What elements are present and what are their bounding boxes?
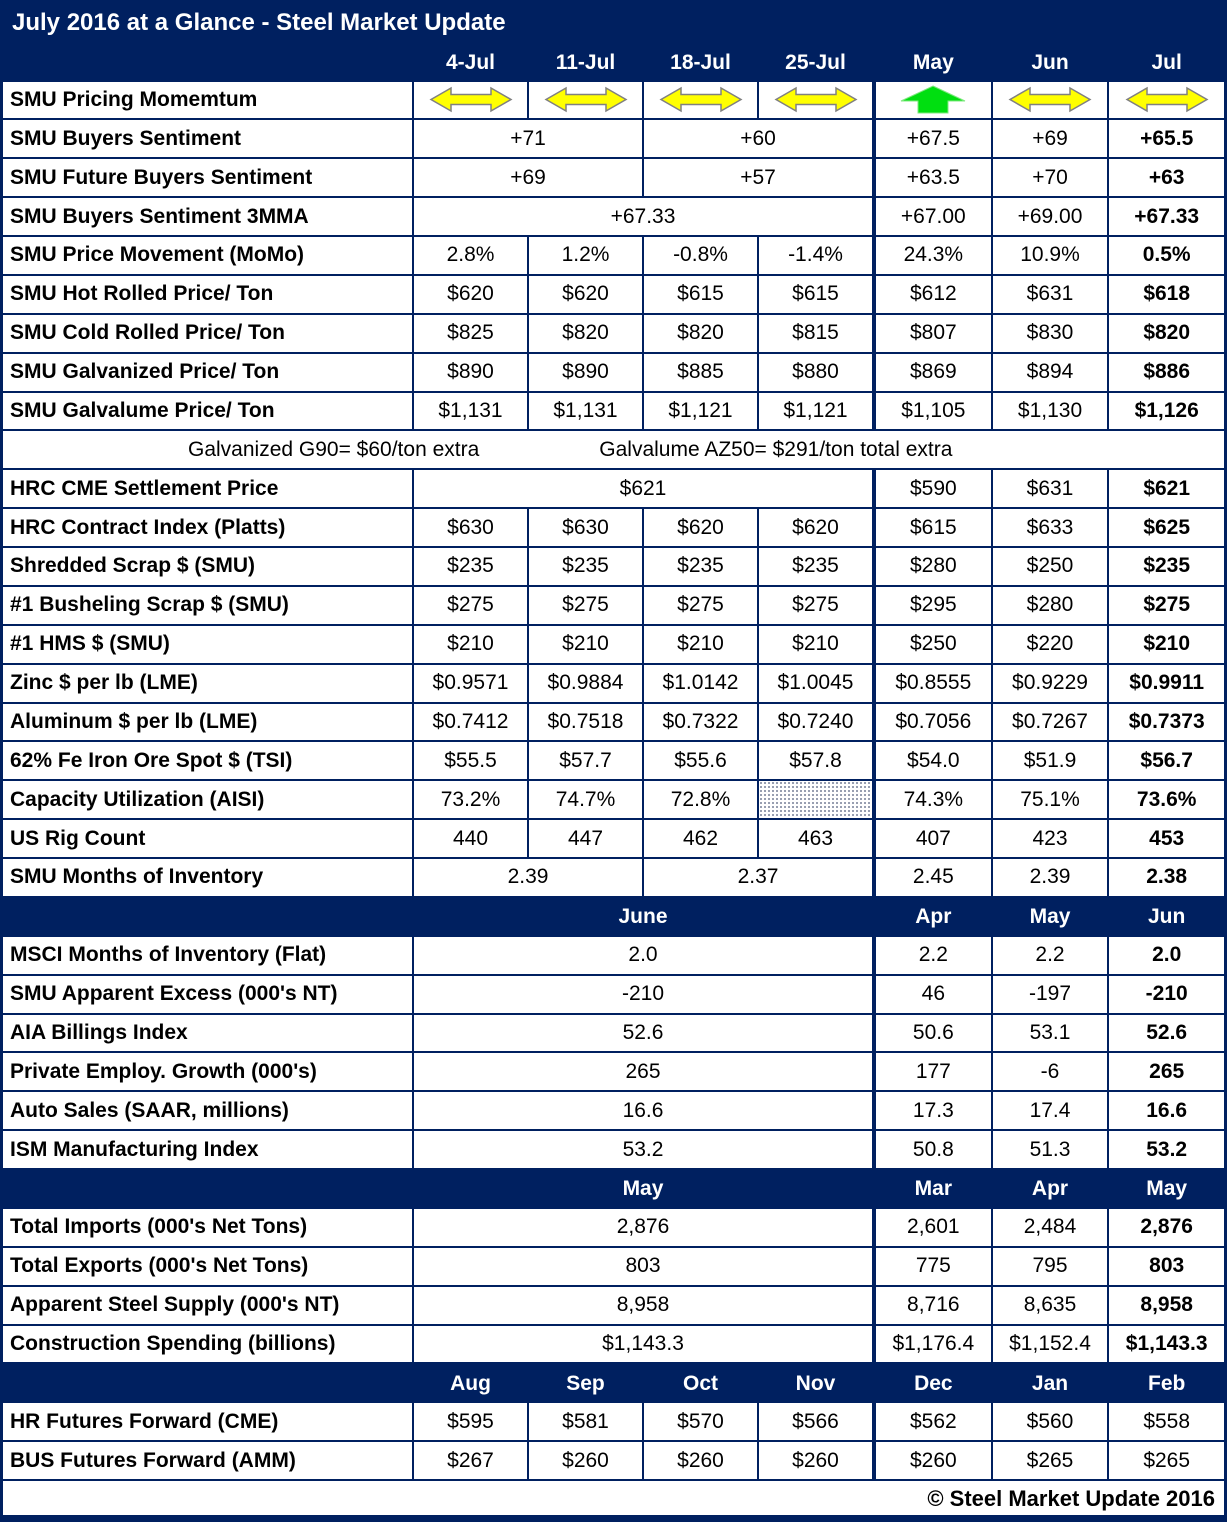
table-row (3, 198, 1224, 237)
value-cell: $260 (527, 1442, 642, 1479)
value-cell: $0.7518 (527, 704, 642, 741)
section-header-row (3, 1364, 1224, 1403)
value-cell: 17.3 (872, 1092, 991, 1129)
column-header: May (1107, 1170, 1224, 1209)
value-cell: $633 (991, 509, 1108, 546)
row-label: Construction Spending (billions) (10, 1331, 336, 1355)
value-cell: +69.00 (991, 198, 1108, 235)
value-cell: $57.8 (757, 742, 872, 779)
value-cell: $615 (642, 276, 757, 313)
value-cell: 265 (1107, 1053, 1224, 1090)
value-cell: $275 (1107, 587, 1224, 624)
value-cell: 52.6 (412, 1015, 872, 1052)
value-cell: $631 (991, 470, 1108, 507)
value-cell: 52.6 (1107, 1015, 1224, 1052)
column-header: May (872, 45, 991, 82)
table-row (3, 1053, 1224, 1092)
value-cell: 2,876 (1107, 1209, 1224, 1246)
value-cell: 463 (757, 820, 872, 857)
value-cell: 2.39 (991, 859, 1108, 896)
value-cell: +71 (412, 120, 642, 157)
row-label: ISM Manufacturing Index (10, 1137, 259, 1161)
column-header: 25-Jul (757, 45, 872, 82)
value-cell: +67.33 (1107, 198, 1224, 235)
value-cell: $55.5 (412, 742, 527, 779)
table-row (3, 1287, 1224, 1326)
table-row (3, 1326, 1224, 1365)
value-cell: $612 (872, 276, 991, 313)
value-cell: 462 (642, 820, 757, 857)
row-label: SMU Future Buyers Sentiment (10, 165, 313, 189)
row-label: Capacity Utilization (AISI) (10, 787, 265, 811)
left-right-arrow-icon (1125, 86, 1209, 113)
value-cell: $0.9884 (527, 665, 642, 702)
value-cell: $210 (757, 626, 872, 663)
left-right-arrow-icon (659, 86, 743, 113)
value-cell: 2.38 (1107, 859, 1224, 896)
column-header: May (412, 1170, 872, 1209)
table-row (3, 1015, 1224, 1054)
page-title: July 2016 at a Glance - Steel Market Update (12, 8, 506, 36)
value-cell: $621 (1107, 470, 1224, 507)
value-cell: $566 (757, 1403, 872, 1440)
value-cell: -6 (991, 1053, 1108, 1090)
row-label: BUS Futures Forward (AMM) (10, 1448, 296, 1472)
value-cell: $0.8555 (872, 665, 991, 702)
value-cell: $267 (412, 1442, 527, 1479)
value-cell: $0.7056 (872, 704, 991, 741)
value-cell: $210 (642, 626, 757, 663)
row-label: MSCI Months of Inventory (Flat) (10, 943, 327, 967)
value-cell: 407 (872, 820, 991, 857)
table-row (3, 820, 1224, 859)
table-row (3, 120, 1224, 159)
table-row (3, 1442, 1224, 1481)
note-row (3, 431, 1224, 470)
value-cell: 2.0 (412, 937, 872, 974)
value-cell: $235 (412, 548, 527, 585)
row-label: Aluminum $ per lb (LME) (10, 709, 258, 733)
value-cell: 423 (991, 820, 1108, 857)
value-cell: 24.3% (872, 237, 991, 274)
value-cell: $0.9571 (412, 665, 527, 702)
value-cell: $235 (527, 548, 642, 585)
value-cell: $1,121 (757, 393, 872, 430)
value-cell: $210 (1107, 626, 1224, 663)
value-cell: $1,105 (872, 393, 991, 430)
value-cell: $275 (412, 587, 527, 624)
header-label-spacer (3, 45, 412, 82)
value-cell: 53.1 (991, 1015, 1108, 1052)
row-label: Zinc $ per lb (LME) (10, 671, 198, 695)
note-cell (3, 431, 1224, 468)
row-label: SMU Months of Inventory (10, 865, 264, 889)
value-cell: $1,143.3 (1107, 1326, 1224, 1363)
value-cell: 50.6 (872, 1015, 991, 1052)
table-row (3, 315, 1224, 354)
value-cell: +65.5 (1107, 120, 1224, 157)
value-cell: $595 (412, 1403, 527, 1440)
value-cell: $295 (872, 587, 991, 624)
value-cell: 75.1% (991, 781, 1108, 818)
column-header: Feb (1107, 1364, 1224, 1403)
value-cell: $581 (527, 1403, 642, 1440)
value-cell: +67.5 (872, 120, 991, 157)
value-cell: $621 (412, 470, 872, 507)
value-cell: $260 (872, 1442, 991, 1479)
footer-bar (3, 1482, 1224, 1522)
table-row (3, 276, 1224, 315)
value-cell: $0.7373 (1107, 704, 1224, 741)
value-cell: $220 (991, 626, 1108, 663)
value-cell: -1.4% (757, 237, 872, 274)
table-row (3, 1248, 1224, 1287)
copyright-text: © Steel Market Update 2016 (927, 1485, 1215, 1511)
value-cell: 51.3 (991, 1131, 1108, 1168)
row-label: Total Imports (000's Net Tons) (10, 1215, 308, 1239)
column-header: Jun (991, 45, 1108, 82)
column-header: Jan (991, 1364, 1108, 1403)
left-right-arrow-icon (429, 86, 513, 113)
column-header: Nov (757, 1364, 872, 1403)
column-header: Dec (872, 1364, 991, 1403)
value-cell: +70 (991, 159, 1108, 196)
value-cell: 50.8 (872, 1131, 991, 1168)
value-cell: $1.0045 (757, 665, 872, 702)
column-header: 4-Jul (412, 45, 527, 82)
title-bar (3, 0, 1224, 45)
value-cell: $275 (757, 587, 872, 624)
table-row (3, 859, 1224, 898)
column-header: Mar (872, 1170, 991, 1209)
value-cell: +69 (412, 159, 642, 196)
column-header: 18-Jul (642, 45, 757, 82)
value-cell: $1.0142 (642, 665, 757, 702)
value-cell: $807 (872, 315, 991, 352)
value-cell: $265 (991, 1442, 1108, 1479)
value-cell: 795 (991, 1248, 1108, 1285)
value-cell: $0.7267 (991, 704, 1108, 741)
row-label: SMU Buyers Sentiment 3MMA (10, 204, 309, 228)
table-row (3, 1403, 1224, 1442)
value-cell: 8,958 (412, 1287, 872, 1324)
row-label: US Rig Count (10, 826, 146, 850)
value-cell: 2,601 (872, 1209, 991, 1246)
row-label: 62% Fe Iron Ore Spot $ (TSI) (10, 748, 293, 772)
value-cell: $260 (757, 1442, 872, 1479)
column-header: Jun (1107, 898, 1224, 937)
value-cell: $0.9229 (991, 665, 1108, 702)
value-cell: $55.6 (642, 742, 757, 779)
row-label: Apparent Steel Supply (000's NT) (10, 1293, 340, 1317)
momentum-cell (872, 82, 991, 119)
table-row (3, 159, 1224, 198)
note-text: Galvanized G90= $60/ton extra (188, 437, 480, 461)
value-cell: 265 (412, 1053, 872, 1090)
section-header-row (3, 898, 1224, 937)
value-cell: 1.2% (527, 237, 642, 274)
section-header-row (3, 1170, 1224, 1209)
value-cell: $820 (527, 315, 642, 352)
table-row (3, 82, 1224, 121)
row-label: AIA Billings Index (10, 1020, 188, 1044)
value-cell: $885 (642, 354, 757, 391)
value-cell: $235 (1107, 548, 1224, 585)
value-cell: $54.0 (872, 742, 991, 779)
table-row (3, 1131, 1224, 1170)
row-label: SMU Galvalume Price/ Ton (10, 398, 275, 422)
value-cell: $0.9911 (1107, 665, 1224, 702)
value-cell: 2.37 (642, 859, 872, 896)
value-cell: $558 (1107, 1403, 1224, 1440)
value-cell: $250 (872, 626, 991, 663)
column-header: Apr (872, 898, 991, 937)
row-label: Auto Sales (SAAR, millions) (10, 1098, 289, 1122)
value-cell: 775 (872, 1248, 991, 1285)
value-cell: +67.00 (872, 198, 991, 235)
value-cell: $830 (991, 315, 1108, 352)
row-label: Private Employ. Growth (000's) (10, 1059, 317, 1083)
value-cell: $1,130 (991, 393, 1108, 430)
value-cell: +57 (642, 159, 872, 196)
value-cell: $560 (991, 1403, 1108, 1440)
value-cell: $886 (1107, 354, 1224, 391)
table-row (3, 587, 1224, 626)
value-cell: $630 (527, 509, 642, 546)
table-row (3, 937, 1224, 976)
value-cell: 74.3% (872, 781, 991, 818)
header-label-spacer (3, 898, 412, 937)
value-cell: -210 (1107, 976, 1224, 1013)
table-row (3, 1209, 1224, 1248)
row-label: SMU Galvanized Price/ Ton (10, 360, 280, 384)
value-cell: 46 (872, 976, 991, 1013)
value-cell: 2.2 (872, 937, 991, 974)
row-label: HRC Contract Index (Platts) (10, 515, 286, 539)
value-cell: $1,152.4 (991, 1326, 1108, 1363)
value-cell: 72.8% (642, 781, 757, 818)
value-cell: $1,126 (1107, 393, 1224, 430)
value-cell: $210 (412, 626, 527, 663)
momentum-cell (757, 82, 872, 119)
value-cell: $260 (642, 1442, 757, 1479)
value-cell: $618 (1107, 276, 1224, 313)
value-cell: $630 (412, 509, 527, 546)
value-cell: 803 (1107, 1248, 1224, 1285)
value-cell: $615 (872, 509, 991, 546)
value-cell: $56.7 (1107, 742, 1224, 779)
value-cell: $631 (991, 276, 1108, 313)
column-header: Apr (991, 1170, 1108, 1209)
value-cell: $620 (757, 509, 872, 546)
value-cell: 2,876 (412, 1209, 872, 1246)
row-label: HR Futures Forward (CME) (10, 1409, 279, 1433)
hatched-cell (757, 781, 872, 818)
value-cell: 2.8% (412, 237, 527, 274)
row-label: HRC CME Settlement Price (10, 476, 279, 500)
value-cell: 53.2 (412, 1131, 872, 1168)
left-right-arrow-icon (1008, 86, 1092, 113)
value-cell: $590 (872, 470, 991, 507)
value-cell: $1,131 (412, 393, 527, 430)
value-cell: 453 (1107, 820, 1224, 857)
table-row (3, 665, 1224, 704)
header-label-spacer (3, 1364, 412, 1403)
value-cell: 73.6% (1107, 781, 1224, 818)
value-cell: 53.2 (1107, 1131, 1224, 1168)
value-cell: $869 (872, 354, 991, 391)
value-cell: $275 (527, 587, 642, 624)
table-row (3, 626, 1224, 665)
value-cell: 8,958 (1107, 1287, 1224, 1324)
left-right-arrow-icon (544, 86, 628, 113)
column-header: 11-Jul (527, 45, 642, 82)
table-row (3, 781, 1224, 820)
table-row (3, 470, 1224, 509)
value-cell: 8,716 (872, 1287, 991, 1324)
row-label: SMU Apparent Excess (000's NT) (10, 982, 338, 1006)
value-cell: -197 (991, 976, 1108, 1013)
section-header-row (3, 45, 1224, 82)
value-cell: $275 (642, 587, 757, 624)
value-cell: $57.7 (527, 742, 642, 779)
value-cell: $1,143.3 (412, 1326, 872, 1363)
column-header: Jul (1107, 45, 1224, 82)
table-body (3, 45, 1224, 1482)
value-cell: $620 (642, 509, 757, 546)
column-header: Oct (642, 1364, 757, 1403)
momentum-cell (1107, 82, 1224, 119)
value-cell: 177 (872, 1053, 991, 1090)
value-cell: $0.7322 (642, 704, 757, 741)
value-cell: 16.6 (412, 1092, 872, 1129)
momentum-cell (412, 82, 527, 119)
value-cell: $815 (757, 315, 872, 352)
value-cell: 8,635 (991, 1287, 1108, 1324)
value-cell: 74.7% (527, 781, 642, 818)
value-cell: +60 (642, 120, 872, 157)
table-row (3, 548, 1224, 587)
row-label: SMU Price Movement (MoMo) (10, 243, 305, 267)
value-cell: $890 (527, 354, 642, 391)
value-cell: 2.0 (1107, 937, 1224, 974)
up-arrow-icon (898, 85, 968, 114)
row-label: SMU Hot Rolled Price/ Ton (10, 282, 274, 306)
value-cell: +63.5 (872, 159, 991, 196)
value-cell: $820 (1107, 315, 1224, 352)
row-label: #1 HMS $ (SMU) (10, 632, 170, 656)
table-row (3, 354, 1224, 393)
momentum-cell (991, 82, 1108, 119)
value-cell: $51.9 (991, 742, 1108, 779)
table-row (3, 704, 1224, 743)
table-row (3, 742, 1224, 781)
value-cell: $880 (757, 354, 872, 391)
value-cell: $250 (991, 548, 1108, 585)
value-cell: 2.45 (872, 859, 991, 896)
table-row (3, 237, 1224, 276)
value-cell: $0.7240 (757, 704, 872, 741)
value-cell: +63 (1107, 159, 1224, 196)
value-cell: $615 (757, 276, 872, 313)
row-label: Total Exports (000's Net Tons) (10, 1254, 309, 1278)
value-cell: $280 (991, 587, 1108, 624)
value-cell: $235 (642, 548, 757, 585)
value-cell: 10.9% (991, 237, 1108, 274)
table-row (3, 393, 1224, 432)
column-header: Sep (527, 1364, 642, 1403)
value-cell: 803 (412, 1248, 872, 1285)
value-cell: 440 (412, 820, 527, 857)
row-label: SMU Buyers Sentiment (10, 126, 242, 150)
table-row (3, 1092, 1224, 1131)
value-cell: $1,131 (527, 393, 642, 430)
value-cell: $620 (412, 276, 527, 313)
column-header: Aug (412, 1364, 527, 1403)
momentum-cell (642, 82, 757, 119)
value-cell: 73.2% (412, 781, 527, 818)
value-cell: +69 (991, 120, 1108, 157)
value-cell: $825 (412, 315, 527, 352)
value-cell: $0.7412 (412, 704, 527, 741)
row-label: #1 Busheling Scrap $ (SMU) (10, 593, 289, 617)
value-cell: $235 (757, 548, 872, 585)
value-cell: 0.5% (1107, 237, 1224, 274)
table-row (3, 976, 1224, 1015)
momentum-cell (527, 82, 642, 119)
value-cell: $562 (872, 1403, 991, 1440)
column-header: May (991, 898, 1108, 937)
value-cell: $890 (412, 354, 527, 391)
value-cell: $820 (642, 315, 757, 352)
value-cell: 2.2 (991, 937, 1108, 974)
value-cell: $265 (1107, 1442, 1224, 1479)
value-cell: 17.4 (991, 1092, 1108, 1129)
value-cell: $280 (872, 548, 991, 585)
row-label: Shredded Scrap $ (SMU) (10, 554, 256, 578)
row-label: SMU Pricing Momemtum (10, 87, 258, 111)
table-row (3, 509, 1224, 548)
value-cell: $625 (1107, 509, 1224, 546)
left-right-arrow-icon (774, 86, 858, 113)
value-cell: +67.33 (412, 198, 872, 235)
value-cell: $894 (991, 354, 1108, 391)
header-label-spacer (3, 1170, 412, 1209)
value-cell: 2,484 (991, 1209, 1108, 1246)
value-cell: $1,121 (642, 393, 757, 430)
note-text: Galvalume AZ50= $291/ton total extra (599, 437, 953, 461)
value-cell: 2.39 (412, 859, 642, 896)
column-header: June (412, 898, 872, 937)
row-label: SMU Cold Rolled Price/ Ton (10, 321, 285, 345)
value-cell: 447 (527, 820, 642, 857)
value-cell: -210 (412, 976, 872, 1013)
value-cell: $570 (642, 1403, 757, 1440)
value-cell: 16.6 (1107, 1092, 1224, 1129)
value-cell: -0.8% (642, 237, 757, 274)
value-cell: $1,176.4 (872, 1326, 991, 1363)
value-cell: $210 (527, 626, 642, 663)
value-cell: $620 (527, 276, 642, 313)
